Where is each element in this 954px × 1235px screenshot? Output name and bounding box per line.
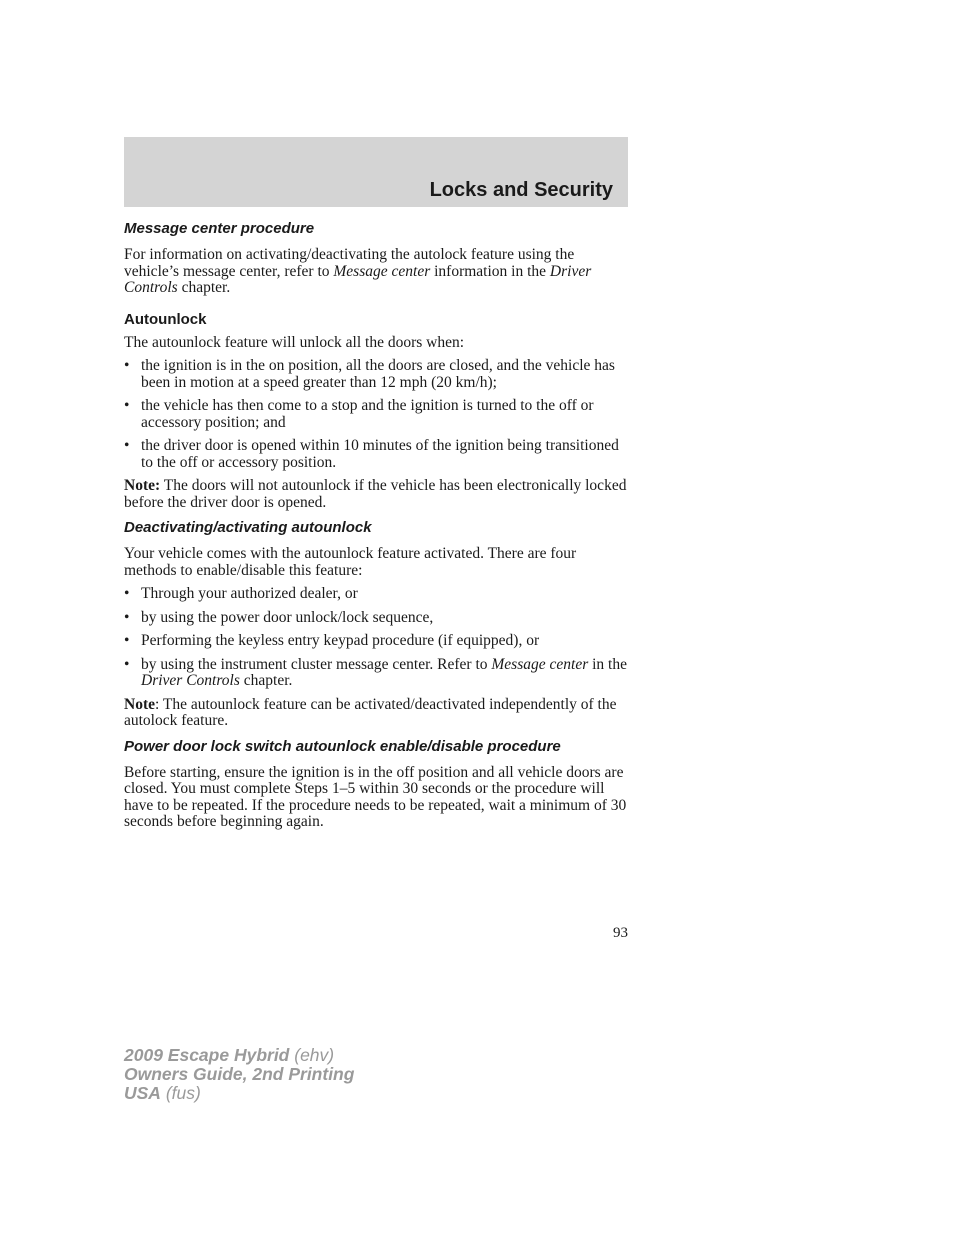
text-run: chapter. — [239, 672, 293, 689]
footer-market-code: (fus) — [160, 1083, 201, 1103]
list-item-text: the vehicle has then come to a stop and the ignition is turned to the off or accessory position; and — [141, 397, 594, 431]
note-label: Note — [124, 695, 155, 713]
xref-message-center: Message center — [491, 655, 589, 673]
paragraph-power-door-procedure: Before starting, ensure the ignition is in the off position and all vehicle doors are closed. You must complete Steps 1–5 within 30 seconds or the procedure will have to be repeated. If the procedure needs to be repeated, wait a minimum of 30 seconds before beginning again. — [124, 763, 627, 830]
heading-power-door-procedure: Power door lock switch autounlock enable/disable procedure — [124, 737, 561, 755]
note-label: Note: — [124, 477, 161, 494]
text-run: by using the instrument cluster message center. Refer to — [141, 655, 492, 673]
bullet-glyph: • — [124, 397, 130, 414]
methods-list — [124, 586, 630, 690]
list-item — [124, 398, 630, 431]
text-run: in the — [588, 655, 627, 673]
paragraph-message-center — [124, 247, 630, 297]
note-deactivating — [124, 697, 630, 730]
paragraph-autounlock-intro: The autounlock feature will unlock all the doors when: — [124, 333, 465, 351]
xref-message-center: Message center — [333, 262, 431, 280]
text-run: chapter. — [177, 279, 231, 296]
bullet-glyph: • — [124, 585, 130, 602]
footer-line-market — [124, 1084, 354, 1103]
list-item-text: Through your authorized dealer, or — [141, 585, 358, 602]
note-text: The doors will not autounlock if the vehicle has been electronically locked before the driver door is opened. — [124, 477, 627, 511]
page-content — [124, 220, 630, 845]
list-item — [124, 610, 630, 627]
heading-deactivating: Deactivating/activating autounlock — [124, 519, 372, 536]
section-title: Locks and Security — [429, 179, 613, 201]
note-autounlock — [124, 478, 630, 511]
footer-edition — [124, 1046, 354, 1103]
list-item-text: by using the power door unlock/lock sequence, — [141, 608, 434, 626]
xref-driver-controls: Driver Controls — [141, 672, 240, 689]
heading-autounlock: Autounlock — [124, 310, 207, 328]
autounlock-conditions-list — [124, 358, 630, 471]
bullet-glyph: • — [124, 357, 130, 374]
section-header-band — [124, 137, 628, 207]
list-item-text: Performing the keyless entry keypad procedure (if equipped), or — [141, 632, 540, 649]
list-item — [124, 633, 630, 650]
list-item — [124, 438, 630, 471]
list-item-text — [141, 656, 627, 690]
list-item-text: the ignition is in the on position, all the doors are closed, and the vehicle has been in motion at a speed greater than 12 mph (20 km/h); — [141, 357, 615, 391]
footer-model: 2009 Escape Hybrid — [124, 1045, 290, 1065]
text-run: For information on activating/deactivating the autolock feature using the vehicle’s message center, refer to — [124, 246, 575, 280]
bullet-glyph: • — [124, 655, 130, 673]
footer-line-printing: Owners Guide, 2nd Printing — [124, 1064, 355, 1084]
bullet-glyph: • — [124, 632, 130, 649]
bullet-glyph: • — [124, 437, 130, 454]
list-item — [124, 657, 630, 690]
footer-model-code: (ehv) — [289, 1045, 335, 1065]
paragraph-deactivating-intro: Your vehicle comes with the autounlock feature activated. There are four methods to enable/disable this feature: — [124, 545, 577, 579]
note-text: : The autounlock feature can be activated/deactivated independently of the autolock feature. — [124, 695, 617, 729]
bullet-glyph: • — [124, 608, 130, 626]
footer-market: USA — [124, 1083, 161, 1103]
page-number: 93 — [613, 925, 628, 941]
list-item-text: the driver door is opened within 10 minutes of the ignition being transitioned to the off or accessory position. — [141, 437, 619, 471]
heading-message-center: Message center procedure — [124, 220, 315, 237]
list-item — [124, 358, 630, 391]
text-run: information in the — [430, 262, 550, 280]
xref-driver-controls: Driver Controls — [124, 262, 592, 296]
list-item — [124, 586, 630, 603]
footer-line-model — [124, 1046, 354, 1065]
